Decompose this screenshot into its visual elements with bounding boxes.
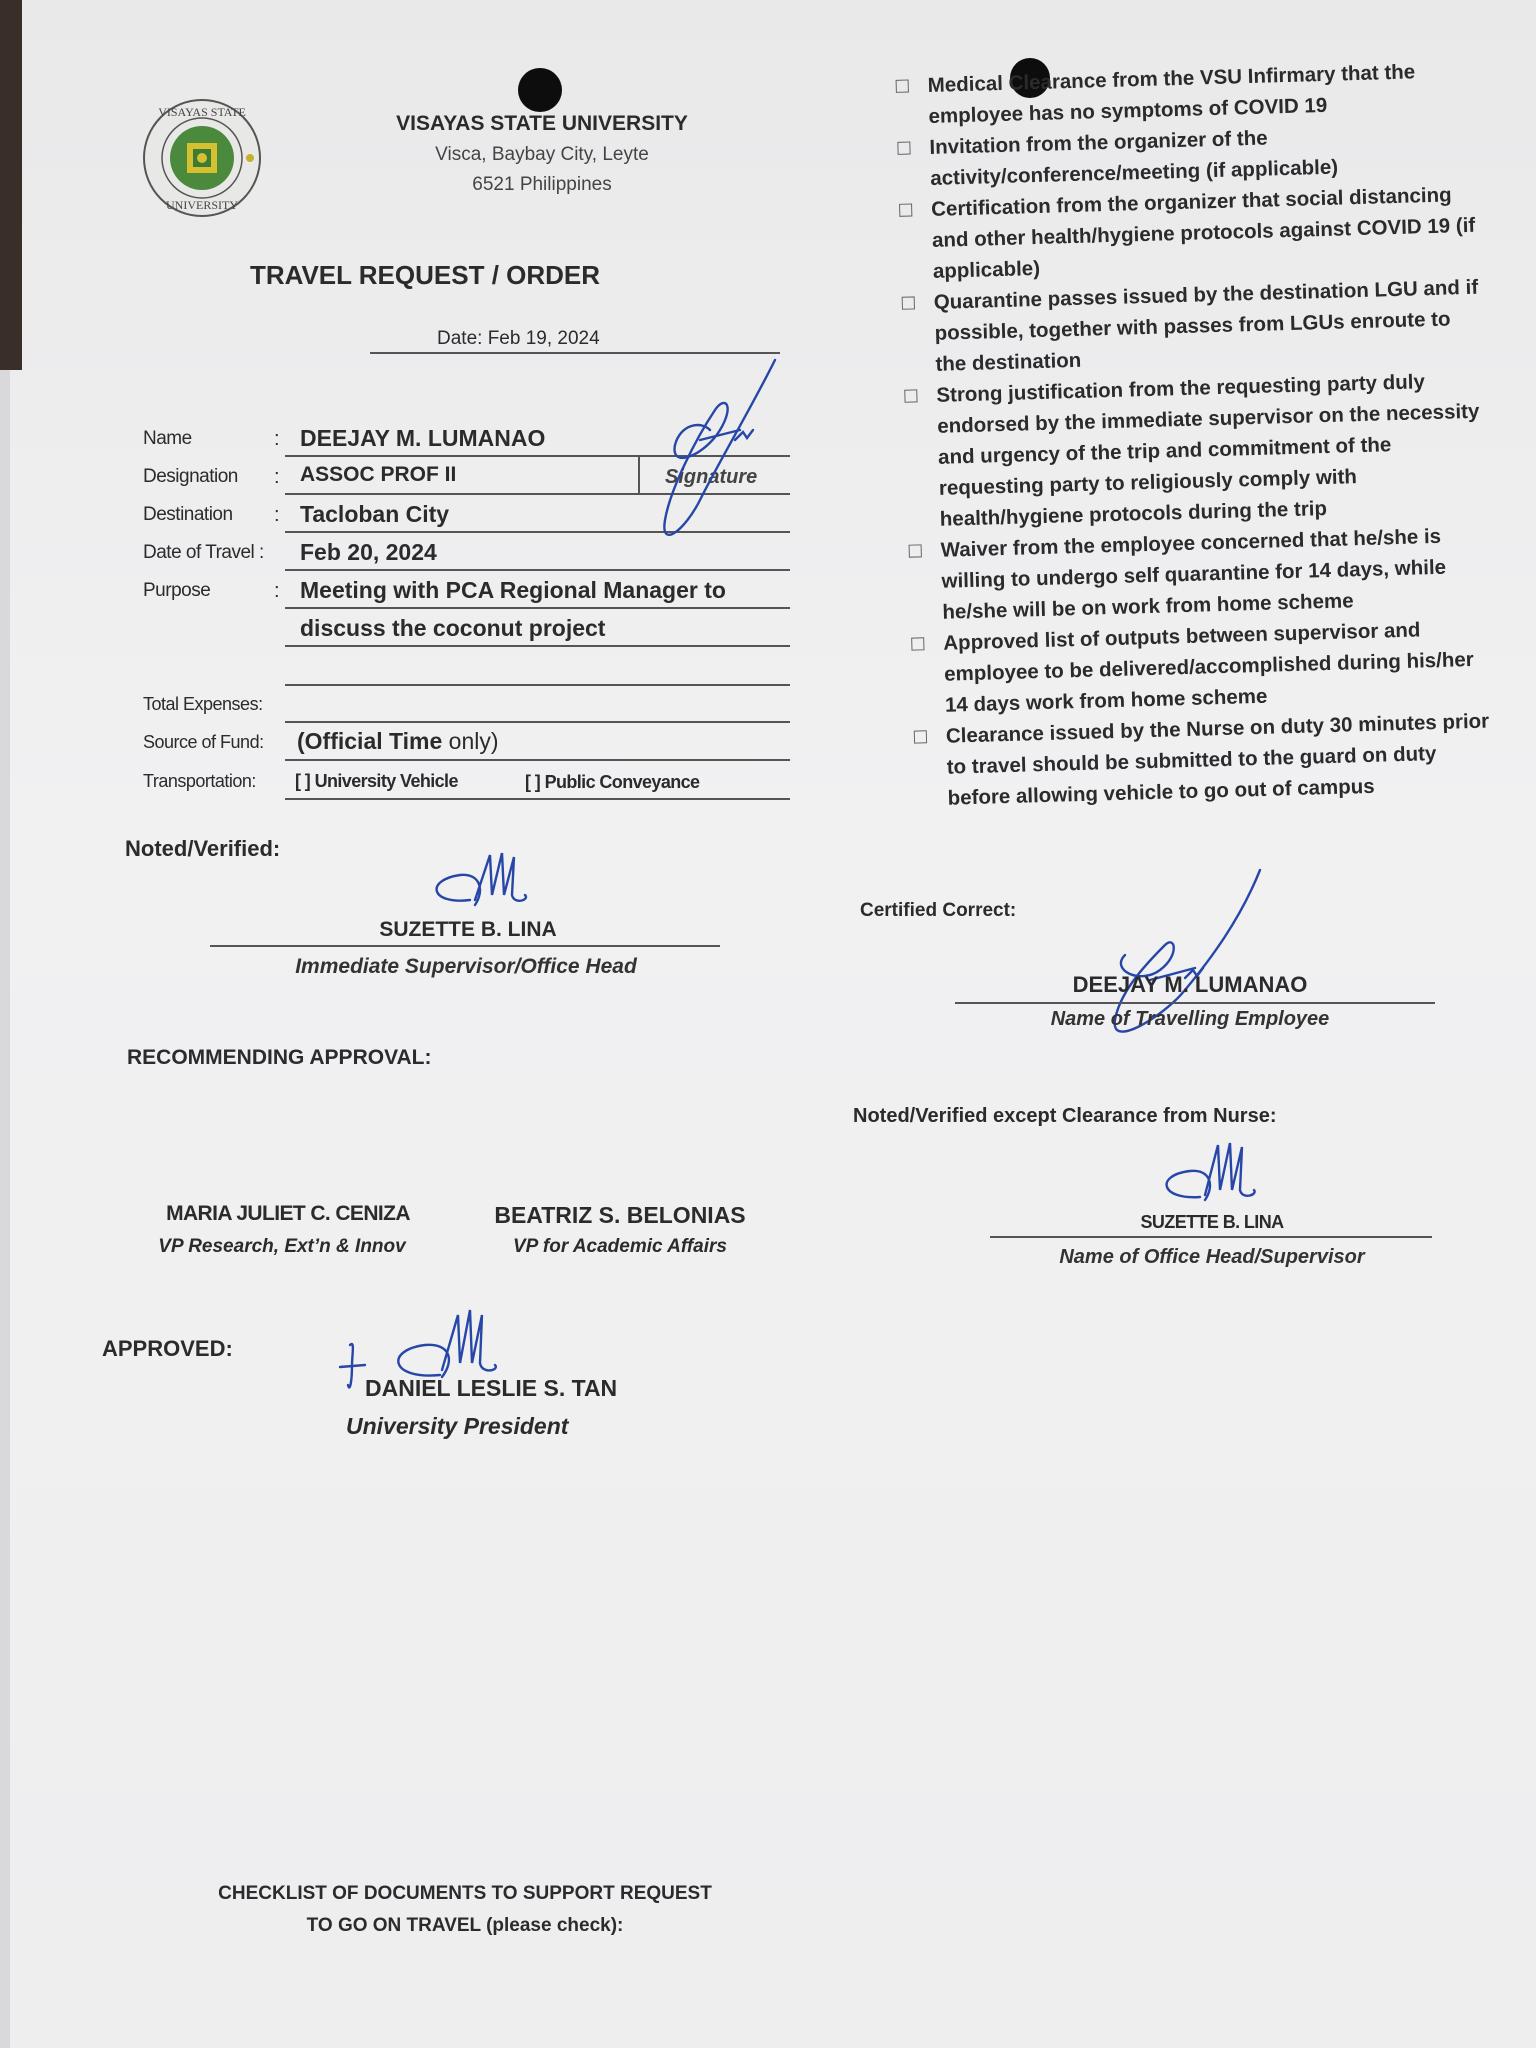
university-address-line1: Visca, Baybay City, Leyte (435, 144, 649, 165)
checklist-item-text: Invitation from the organizer of the activity/conference/meeting (if applicable) (929, 126, 1339, 190)
colon: : (274, 580, 280, 602)
president-name: DANIEL LESLIE S. TAN (365, 1375, 618, 1401)
checkbox[interactable] (914, 730, 927, 743)
checklist-item (861, 272, 1483, 382)
checkbox[interactable] (904, 389, 917, 402)
certified-correct-label: Certified Correct: (860, 900, 1017, 921)
date-field (437, 328, 600, 350)
field-underline (285, 759, 790, 761)
purpose-value-line1: Meeting with PCA Regional Manager to (300, 577, 726, 603)
field-underline (285, 607, 790, 609)
university-name: VISAYAS STATE UNIVERSITY (396, 112, 688, 135)
checklist-item (874, 705, 1496, 815)
colon: : (274, 428, 280, 450)
checklist (855, 43, 1496, 816)
checkbox[interactable] (899, 203, 912, 216)
checkbox[interactable] (902, 296, 915, 309)
recommending-approval-label: RECOMMENDING APPROVAL: (127, 1046, 432, 1069)
recommender-name-2: BEATRIZ S. BELONIAS (494, 1202, 746, 1228)
date-value: Feb 19, 2024 (487, 328, 600, 349)
noted-except-nurse-label: Noted/Verified except Clearance from Nurse: (853, 1105, 1277, 1127)
recommender-name-1: MARIA JULIET C. CENIZA (166, 1202, 410, 1225)
field-underline (285, 569, 790, 571)
office-head-title: Name of Office Head/Supervisor (1059, 1246, 1365, 1268)
signature-line (210, 945, 720, 947)
checklist-item (871, 612, 1493, 722)
field-underline (285, 684, 790, 686)
total-expenses-label: Total Expenses: (143, 694, 263, 714)
checklist-item (868, 520, 1490, 630)
employee-title: Name of Travelling Employee (1050, 1008, 1330, 1030)
supervisor-title: Immediate Supervisor/Office Head (295, 955, 637, 978)
signature-line (990, 1236, 1432, 1238)
checklist-item (859, 179, 1481, 289)
purpose-value-line2: discuss the coconut project (300, 615, 606, 641)
checkbox[interactable] (897, 141, 910, 154)
svg-text:UNIVERSITY: UNIVERSITY (166, 198, 238, 212)
approved-label: APPROVED: (102, 1336, 233, 1361)
purpose-label: Purpose (143, 580, 211, 601)
checklist-heading-line1: CHECKLIST OF DOCUMENTS TO SUPPORT REQUEST (218, 1883, 712, 1904)
field-underline (285, 798, 790, 800)
destination-label: Destination (143, 504, 233, 525)
source-of-fund-bold: (Official Time (297, 728, 443, 754)
checklist-item (864, 365, 1488, 537)
name-label: Name (143, 428, 192, 449)
transportation-label: Transportation: (143, 771, 256, 791)
university-address-line2: 6521 Philippines (472, 174, 612, 195)
source-of-fund-label: Source of Fund: (143, 732, 264, 752)
president-title: University President (346, 1413, 569, 1439)
date-of-travel-label: Date of Travel : (143, 542, 264, 563)
checkbox[interactable] (909, 544, 922, 557)
checkbox[interactable] (896, 80, 909, 93)
checklist-item-text: Quarantine passes issued by the destination LGU and if possible, together with passes from LGUs enroute to the destination (933, 275, 1479, 376)
field-underline (285, 645, 790, 647)
checklist-item-text: Clearance issued by the Nurse on duty 30 minutes prior to travel should be submitted to the guard on duty before allowing vehicle to go out of campus (945, 709, 1490, 810)
office-head-signature (1150, 1135, 1260, 1210)
recommender-title-2: VP for Academic Affairs (512, 1236, 728, 1257)
date-of-travel-value: Feb 20, 2024 (300, 539, 437, 565)
checklist-item-text: Medical Clearance from the VSU Infirmary that the employee has no symptoms of COVID 19 (927, 60, 1416, 128)
university-seal-logo (140, 96, 264, 220)
noted-verified-label: Noted/Verified: (125, 836, 281, 861)
source-of-fund-value (297, 728, 499, 755)
signature-line (955, 1002, 1435, 1004)
recommender-title-1: VP Research, Ext’n & Innov (158, 1236, 406, 1257)
transport-option-university-vehicle[interactable]: [ ] University Vehicle (295, 771, 458, 791)
checklist-item-text: Waiver from the employee concerned that he/she is willing to undergo self quarantine for 14 days, while he/she will be on work from home scheme (940, 524, 1447, 624)
page-edge (0, 370, 10, 2048)
colon: : (274, 504, 280, 526)
supervisor-signature (420, 845, 530, 920)
applicant-signature (640, 350, 790, 550)
name-value: DEEJAY M. LUMANAO (300, 425, 546, 451)
field-underline (285, 721, 790, 723)
office-head-name: SUZETTE B. LINA (1140, 1212, 1284, 1232)
source-of-fund-rest: only) (442, 728, 499, 754)
checklist-heading-line2: TO GO ON TRAVEL (please check): (306, 1915, 624, 1936)
employee-name: DEEJAY M. LUMANAO (1072, 972, 1308, 997)
signature-label: Signature (665, 466, 758, 488)
checklist-item-text: Certification from the organizer that social distancing and other health/hygiene protocols against COVID 19 (if applicable) (930, 183, 1476, 283)
designation-value: ASSOC PROF II (300, 463, 457, 486)
checklist-item-text: Approved list of outputs between supervisor and employee to be delivered/accomplished during his/her 14 days work from home scheme (942, 618, 1475, 717)
form-title: TRAVEL REQUEST / ORDER (249, 260, 601, 290)
colon: : (274, 466, 280, 488)
supervisor-name: SUZETTE B. LINA (379, 918, 557, 941)
destination-value: Tacloban City (300, 501, 450, 527)
date-label: Date: (437, 328, 483, 349)
designation-label: Designation (143, 466, 238, 487)
transport-option-public-conveyance[interactable]: [ ] Public Conveyance (525, 772, 700, 792)
punch-hole (518, 68, 562, 112)
checklist-item-text: Strong justification from the requesting party duly endorsed by the immediate supervisor on the necessity and urgency of the trip and commitment of the requesting party to religiously comply with health/hygiene protocols during the trip (936, 370, 1480, 531)
checkbox[interactable] (911, 637, 924, 650)
svg-text:VISAYAS STATE: VISAYAS STATE (158, 105, 246, 119)
page-edge-shadow (0, 0, 22, 370)
